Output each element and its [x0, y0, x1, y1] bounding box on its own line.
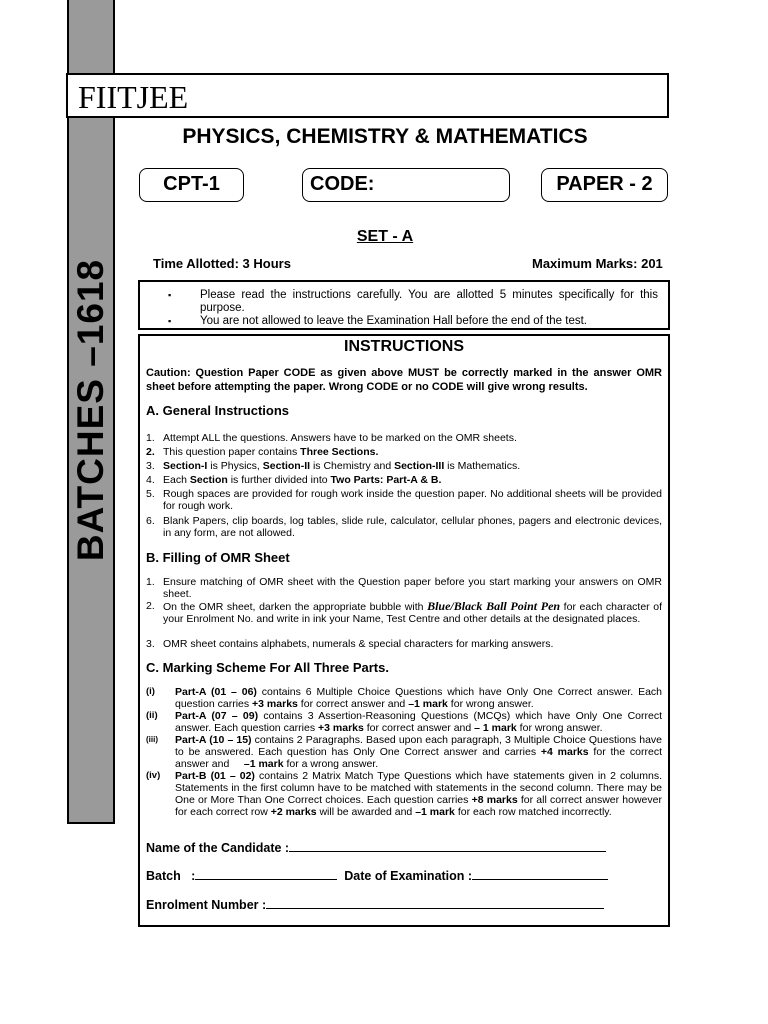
caution-text: Caution: Question Paper CODE as given above MUST be correctly marked in the answer OMR sheet before attempting the paper. Wrong CODE or no CODE will give wrong results. [146, 367, 662, 393]
general-instruction: 4. Each Section is further divided into Two Parts: Part-A & B. [146, 474, 442, 486]
general-instruction: 2. This question paper contains Three Sections. [146, 446, 379, 458]
general-instruction: 6. Blank Papers, clip boards, log tables, slide rule, calculator, cellular phones, pagers and electronic devices, in any form, are not allowed. [146, 515, 662, 539]
general-instruction: 1. Attempt ALL the questions. Answers have to be marked on the OMR sheets. [146, 432, 517, 444]
subjects-title: PHYSICS, CHEMISTRY & MATHEMATICS [182, 125, 588, 148]
section-a-title: A. General Instructions [146, 403, 290, 418]
bullet-icon: ▪ [168, 290, 172, 300]
omr-instruction: 2. On the OMR sheet, darken the appropriate bubble with Blue/Black Ball Point Pen for each character of your Enrolment No. and write in ink your Name, Test Centre and other details at the designated places. [146, 599, 663, 625]
code-field: CODE: [302, 168, 510, 202]
general-instruction: 5. Rough spaces are provided for rough work inside the question paper. No additional sheets will be provided for rough work. [146, 488, 662, 512]
cpt-label: CPT-1 [139, 168, 244, 202]
time-allotted: Time Allotted: 3 Hours [153, 256, 291, 271]
header-box [66, 73, 669, 118]
marking-item: (ii) Part-A (07 – 09) contains 3 Assertion-Reasoning Questions (MCQs) which have Only One Correct answer. Each question carries +3 marks for correct answer and – 1 mark for wrong answer. [146, 710, 663, 734]
notes-box [138, 280, 670, 330]
bullet-icon: ▪ [168, 316, 172, 326]
omr-instruction: 3. OMR sheet contains alphabets, numerals & special characters for marking answers. [146, 638, 554, 650]
batch-date-field[interactable]: Batch : Date of Examination : [146, 868, 608, 883]
paper-label: PAPER - 2 [541, 168, 668, 202]
marking-item: (i) Part-A (01 – 06) contains 6 Multiple Choice Questions which have Only One Correct answer. Each question carries +3 marks for correct answer and –1 mark for wrong answer. [146, 686, 663, 710]
instructions-box [138, 334, 670, 927]
instructions-title: INSTRUCTIONS [344, 338, 464, 355]
set-label: SET - A [356, 228, 414, 245]
marking-item: (iv) Part-B (01 – 02) contains 2 Matrix Match Type Questions which have statements given in 2 columns. Statements in the first column have to be matched with statements in the second column. There may be One or More Than One Correct choices. Each question carries +8 marks for all correct answer however for each correct row +2 marks will be awarded and –1 mark for each row matched incorrectly. [146, 770, 663, 818]
batch-side-label: BATCHES –1618 [70, 258, 111, 562]
note-item: ▪ Please read the instructions carefully. You are allotted 5 minutes specifically for this purpose. [168, 289, 658, 314]
candidate-name-field[interactable]: Name of the Candidate : [146, 840, 606, 855]
section-b-title: B. Filling of OMR Sheet [146, 550, 290, 565]
enrolment-number-field[interactable]: Enrolment Number : [146, 897, 604, 912]
maximum-marks: Maximum Marks: 201 [532, 256, 663, 271]
section-c-title: C. Marking Scheme For All Three Parts. [146, 660, 389, 675]
general-instruction: 3. Section-I is Physics, Section-II is Chemistry and Section-III is Mathematics. [146, 460, 521, 472]
marking-item: (iii) Part-A (10 – 15) contains 2 Paragraphs. Based upon each paragraph, 3 Multiple Choice Questions have to be answered. Each question has Only One Correct answer and carries +4 marks for the correct answer and –1 mark for a wrong answer. [146, 734, 662, 770]
fiitjee-logo: FIITJEE [78, 79, 189, 115]
omr-instruction: 1. Ensure matching of OMR sheet with the Question paper before you start marking your answers on OMR sheet. [146, 576, 662, 600]
note-item: ▪ You are not allowed to leave the Examination Hall before the end of the test. [168, 315, 587, 327]
